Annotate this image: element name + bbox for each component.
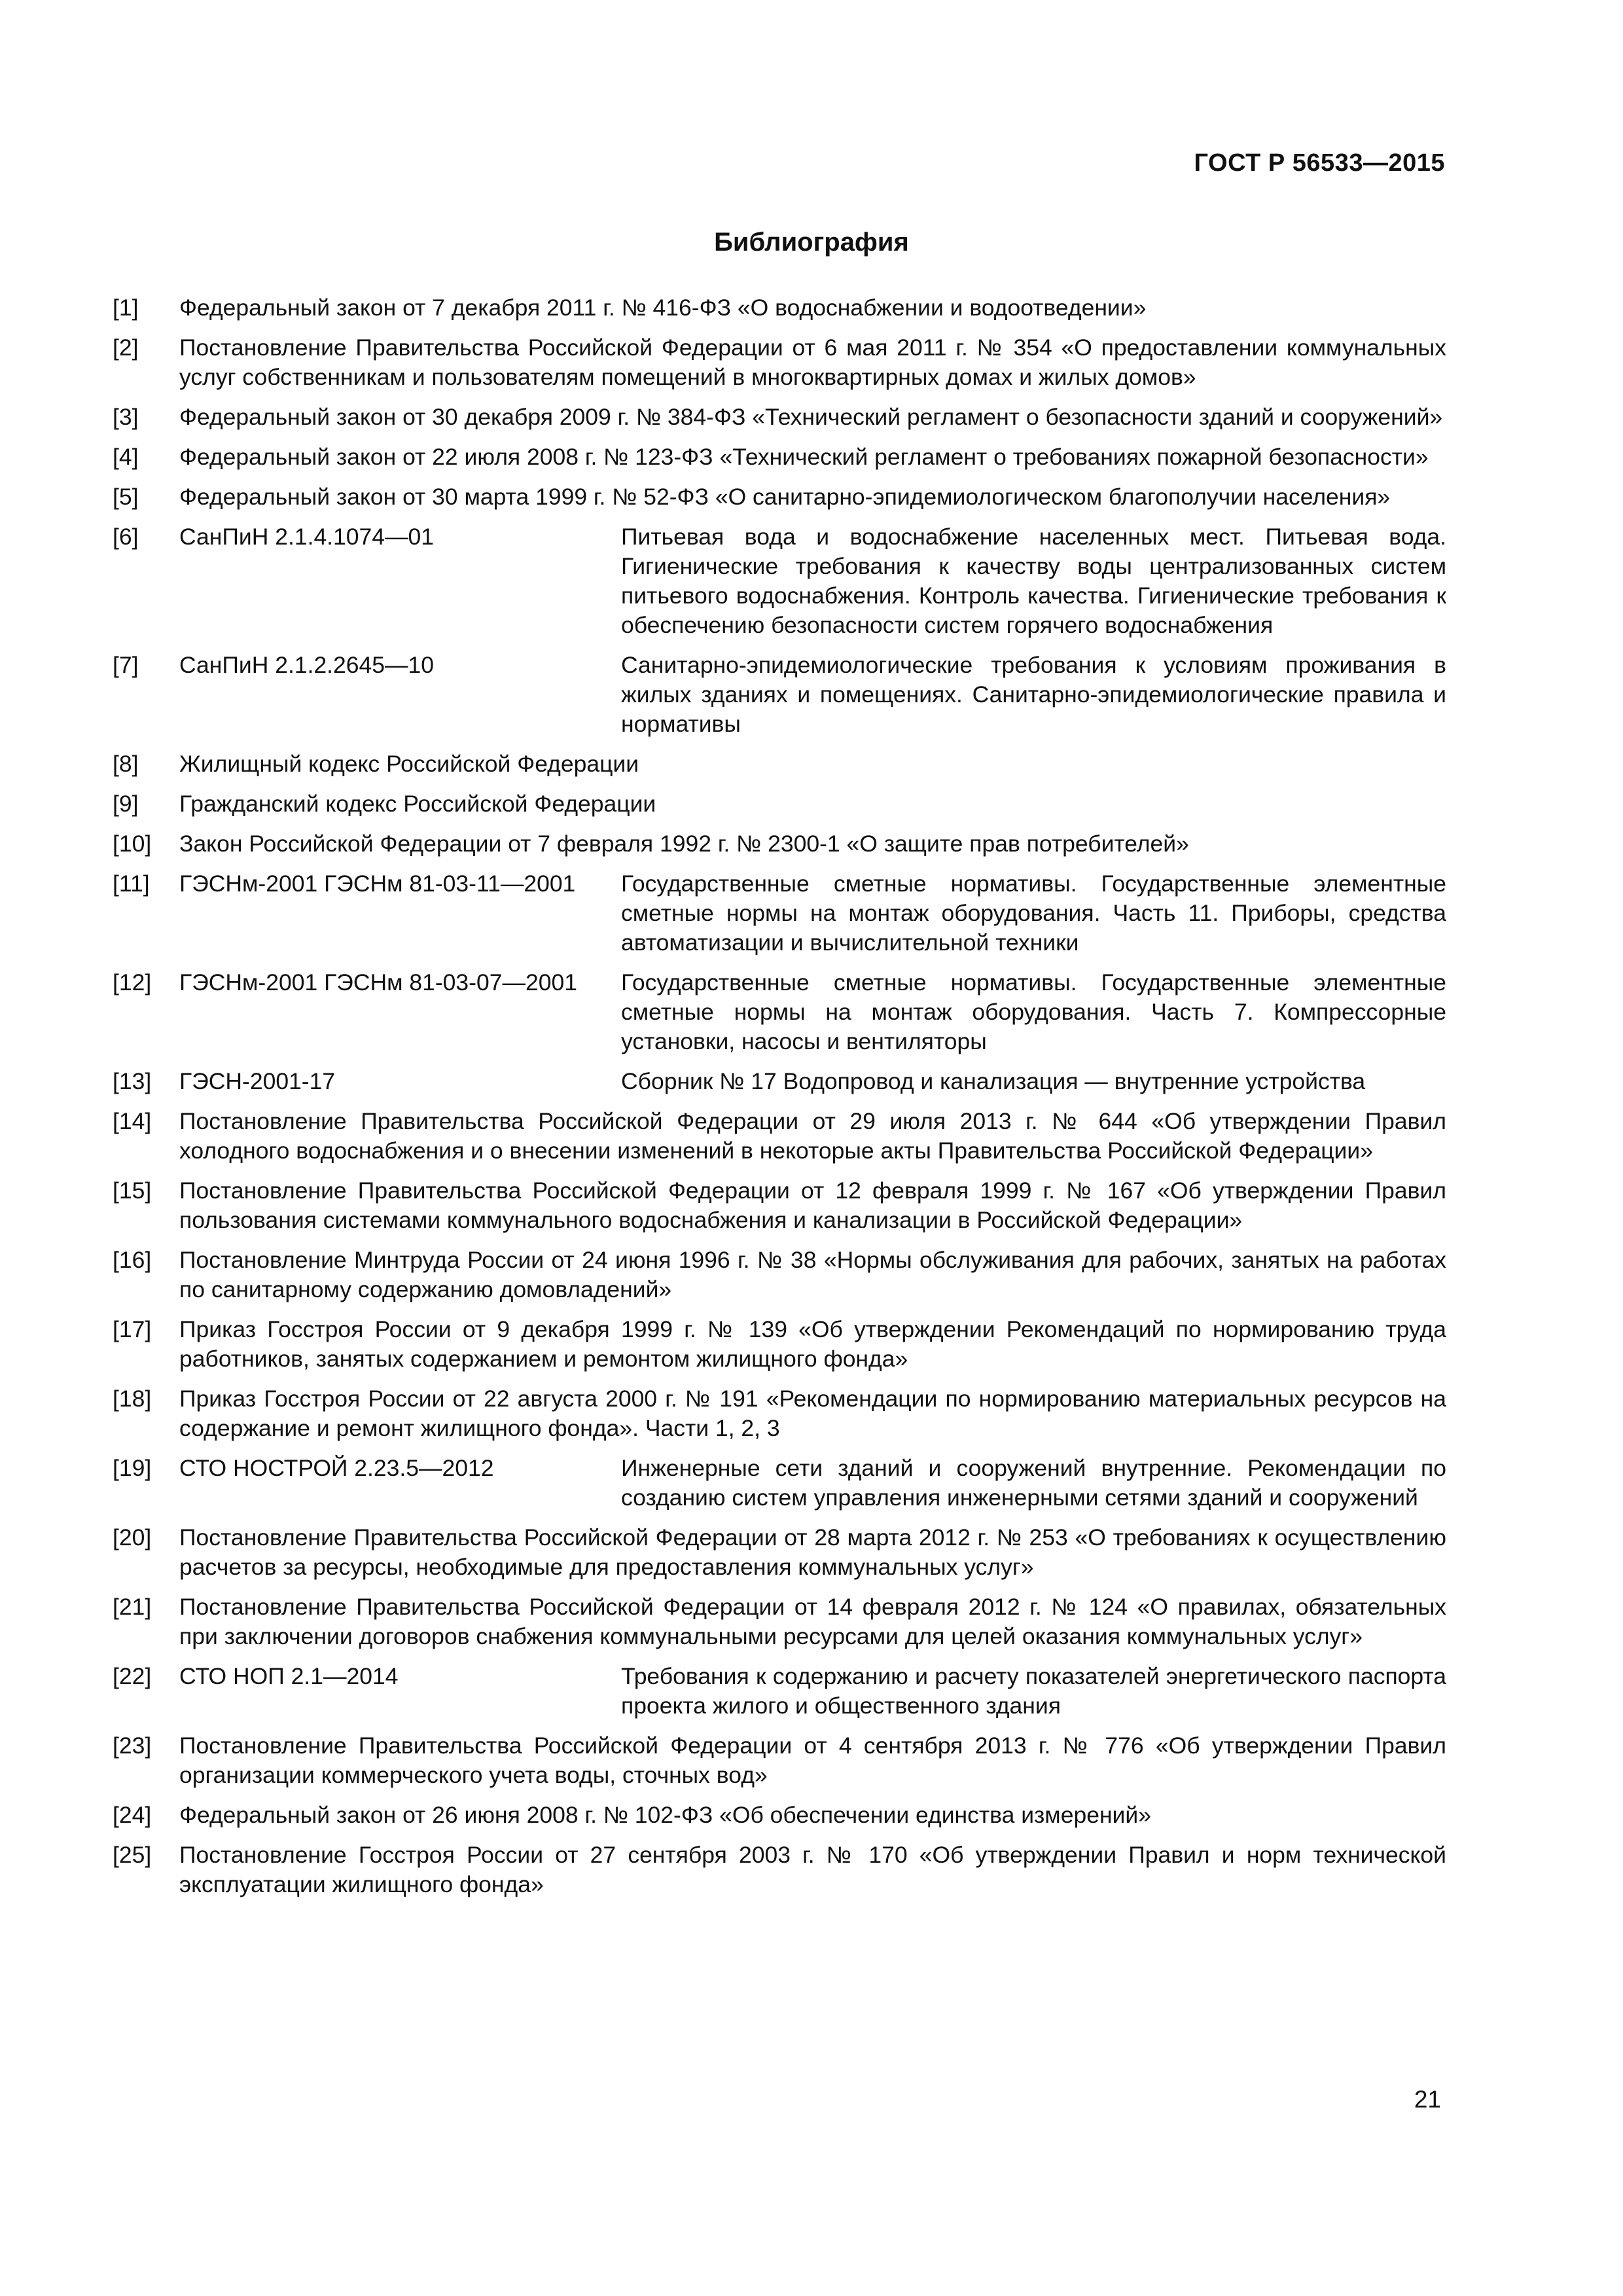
- entry-text: Постановление Правительства Российской Федерации от 14 февраля 2012 г. № 124 «О правилах, обязательных при заключении договоров снабжения коммунальными ресурсами для целей оказания коммунальных услуг»: [179, 1594, 1446, 1649]
- bibliography-entry: [113, 293, 1446, 323]
- bibliography-entry: [113, 1662, 1446, 1721]
- entry-text: Федеральный закон от 30 марта 1999 г. № 52-ФЗ «О санитарно-эпидемиологическом благополучии населения»: [179, 484, 1391, 510]
- entry-number: [24]: [113, 1802, 152, 1828]
- bibliography-entry: [113, 1454, 1446, 1513]
- entry-number: [12]: [113, 969, 152, 996]
- page-number: 21: [1414, 2086, 1441, 2113]
- bibliography-entry: [113, 1315, 1446, 1374]
- entry-number: [6]: [113, 524, 139, 550]
- entry-number: [15]: [113, 1177, 152, 1204]
- bibliography-entry: [113, 1523, 1446, 1582]
- bibliography-entry: [113, 869, 1446, 958]
- bibliography-entry: [113, 442, 1446, 472]
- entry-text: Гражданский кодекс Российской Федерации: [179, 791, 656, 817]
- entry-code: ГЭСНм-2001 ГЭСНм 81-03-07—2001: [179, 969, 577, 996]
- bibliography-entry: [113, 829, 1446, 859]
- entry-text: Постановление Правительства Российской Федерации от 28 марта 2012 г. № 253 «О требованиях к осуществлению расчетов за ресурсы, необходимые для предоставления коммунальных услуг»: [179, 1524, 1446, 1580]
- entry-text: Постановление Правительства Российской Федерации от 29 июля 2013 г. № 644 «Об утверждении Правил холодного водоснабжения и о внесении изменений в некоторые акты Правительства Российской Федерации»: [179, 1108, 1446, 1164]
- entry-text: Жилищный кодекс Российской Федерации: [179, 751, 639, 777]
- entry-text: Постановление Госстроя России от 27 сентября 2003 г. № 170 «Об утверждении Правил и норм технической эксплуатации жилищного фонда»: [179, 1842, 1446, 1897]
- entry-text: Закон Российской Федерации от 7 февраля 1992 г. № 2300-1 «О защите прав потребителей»: [179, 831, 1189, 857]
- entry-number: [10]: [113, 831, 152, 857]
- bibliography-entry: [113, 749, 1446, 779]
- bibliography-entry: [113, 333, 1446, 392]
- entry-code: ГЭСНм-2001 ГЭСНм 81-03-11—2001: [179, 870, 576, 897]
- bibliography-entry: [113, 789, 1446, 819]
- entry-text: Приказ Госстроя России от 22 августа 2000 г. № 191 «Рекомендации по нормированию материальных ресурсов на содержание и ремонт жилищного фонда». Части 1, 2, 3: [179, 1386, 1446, 1441]
- entry-text: Постановление Правительства Российской Федерации от 6 мая 2011 г. № 354 «О предоставлении коммунальных услуг собственникам и пользователям помещений в многоквартирных домах и жилых домов»: [179, 334, 1446, 390]
- entry-number: [7]: [113, 652, 139, 678]
- entry-text: Приказ Госстроя России от 9 декабря 1999 г. № 139 «Об утверждении Рекомендаций по нормированию труда работников, занятых содержанием и ремонтом жилищного фонда»: [179, 1316, 1446, 1372]
- entry-description: Инженерные сети зданий и сооружений внутренние. Рекомендации по созданию систем управления инженерными сетями зданий и сооружений: [621, 1455, 1446, 1511]
- entry-number: [9]: [113, 791, 139, 817]
- document-header: ГОСТ Р 56533—2015: [1194, 149, 1445, 177]
- entry-number: [23]: [113, 1732, 152, 1759]
- bibliography-entry: [113, 522, 1446, 640]
- entry-number: [17]: [113, 1316, 152, 1342]
- entry-code: СанПиН 2.1.2.2645—10: [179, 652, 435, 678]
- entry-code: СТО НОСТРОЙ 2.23.5—2012: [179, 1455, 494, 1481]
- bibliography-entry: [113, 1067, 1446, 1096]
- entry-number: [16]: [113, 1247, 152, 1273]
- entry-description: Государственные сметные нормативы. Государственные элементные сметные нормы на монтаж оборудования. Часть 7. Компрессорные установки, насосы и вентиляторы: [621, 969, 1446, 1054]
- bibliography-entry: [113, 968, 1446, 1056]
- bibliography-entry: [113, 651, 1446, 739]
- entry-description: Государственные сметные нормативы. Государственные элементные сметные нормы на монтаж оборудования. Часть 11. Приборы, средства автоматизации и вычислительной техники: [621, 870, 1446, 956]
- bibliography-entry: [113, 403, 1446, 432]
- entry-description: Сборник № 17 Водопровод и канализация — внутренние устройства: [621, 1068, 1366, 1094]
- entry-text: Федеральный закон от 26 июня 2008 г. № 102-ФЗ «Об обеспечении единства измерений»: [179, 1802, 1151, 1828]
- bibliography-entry: [113, 1840, 1446, 1899]
- entry-description: Требования к содержанию и расчету показателей энергетического паспорта проекта жилого и общественного здания: [621, 1663, 1446, 1719]
- entry-code: СТО НОП 2.1—2014: [179, 1663, 399, 1689]
- entry-description: Санитарно-эпидемиологические требования к условиям проживания в жилых зданиях и помещениях. Санитарно-эпидемиологические правила и нормативы: [621, 652, 1446, 737]
- bibliography-entry: [113, 1801, 1446, 1830]
- entry-text: Федеральный закон от 30 декабря 2009 г. № 384-ФЗ «Технический регламент о безопасности зданий и сооружений»: [179, 404, 1443, 430]
- entry-number: [25]: [113, 1842, 152, 1868]
- entry-description: Питьевая вода и водоснабжение населенных мест. Питьевая вода. Гигиенические требования к качеству воды централизованных систем питьевого водоснабжения. Контроль качества. Гигиенические требования к обеспечению безопасности систем горячего водоснабжения: [621, 524, 1446, 638]
- entry-number: [3]: [113, 404, 139, 430]
- entry-number: [21]: [113, 1594, 152, 1620]
- bibliography-entry: [113, 1176, 1446, 1235]
- entry-text: Постановление Правительства Российской Федерации от 12 февраля 1999 г. № 167 «Об утверждении Правил пользования системами коммунального водоснабжения и канализации в Российской Федерации»: [179, 1177, 1446, 1233]
- entry-number: [13]: [113, 1068, 152, 1094]
- entry-code: ГЭСН-2001-17: [179, 1068, 336, 1094]
- bibliography-entry: [113, 1107, 1446, 1166]
- bibliography-entry: [113, 1592, 1446, 1651]
- entry-number: [2]: [113, 334, 139, 361]
- entry-number: [11]: [113, 870, 150, 897]
- entry-text: Постановление Минтруда России от 24 июня 1996 г. № 38 «Нормы обслуживания для рабочих, занятых на работах по санитарному содержанию домовладений»: [179, 1247, 1446, 1302]
- bibliography-list: [113, 293, 1446, 1910]
- entry-number: [18]: [113, 1386, 152, 1412]
- entry-text: Федеральный закон от 7 декабря 2011 г. № 416-ФЗ «О водоснабжении и водоотведении»: [179, 295, 1147, 321]
- entry-number: [1]: [113, 295, 139, 321]
- page-title: Библиография: [714, 228, 909, 257]
- bibliography-entry: [113, 1384, 1446, 1443]
- entry-number: [20]: [113, 1524, 152, 1551]
- bibliography-entry: [113, 1246, 1446, 1304]
- entry-number: [14]: [113, 1108, 152, 1134]
- entry-number: [19]: [113, 1455, 152, 1481]
- entry-number: [8]: [113, 751, 139, 777]
- entry-number: [4]: [113, 444, 139, 470]
- bibliography-entry: [113, 482, 1446, 512]
- entry-number: [5]: [113, 484, 139, 510]
- entry-text: Федеральный закон от 22 июля 2008 г. № 123-ФЗ «Технический регламент о требованиях пожарной безопасности»: [179, 444, 1429, 470]
- entry-code: СанПиН 2.1.4.1074—01: [179, 524, 435, 550]
- entry-number: [22]: [113, 1663, 152, 1689]
- bibliography-entry: [113, 1731, 1446, 1790]
- entry-text: Постановление Правительства Российской Федерации от 4 сентября 2013 г. № 776 «Об утверждении Правил организации коммерческого учета воды, сточных вод»: [179, 1732, 1446, 1788]
